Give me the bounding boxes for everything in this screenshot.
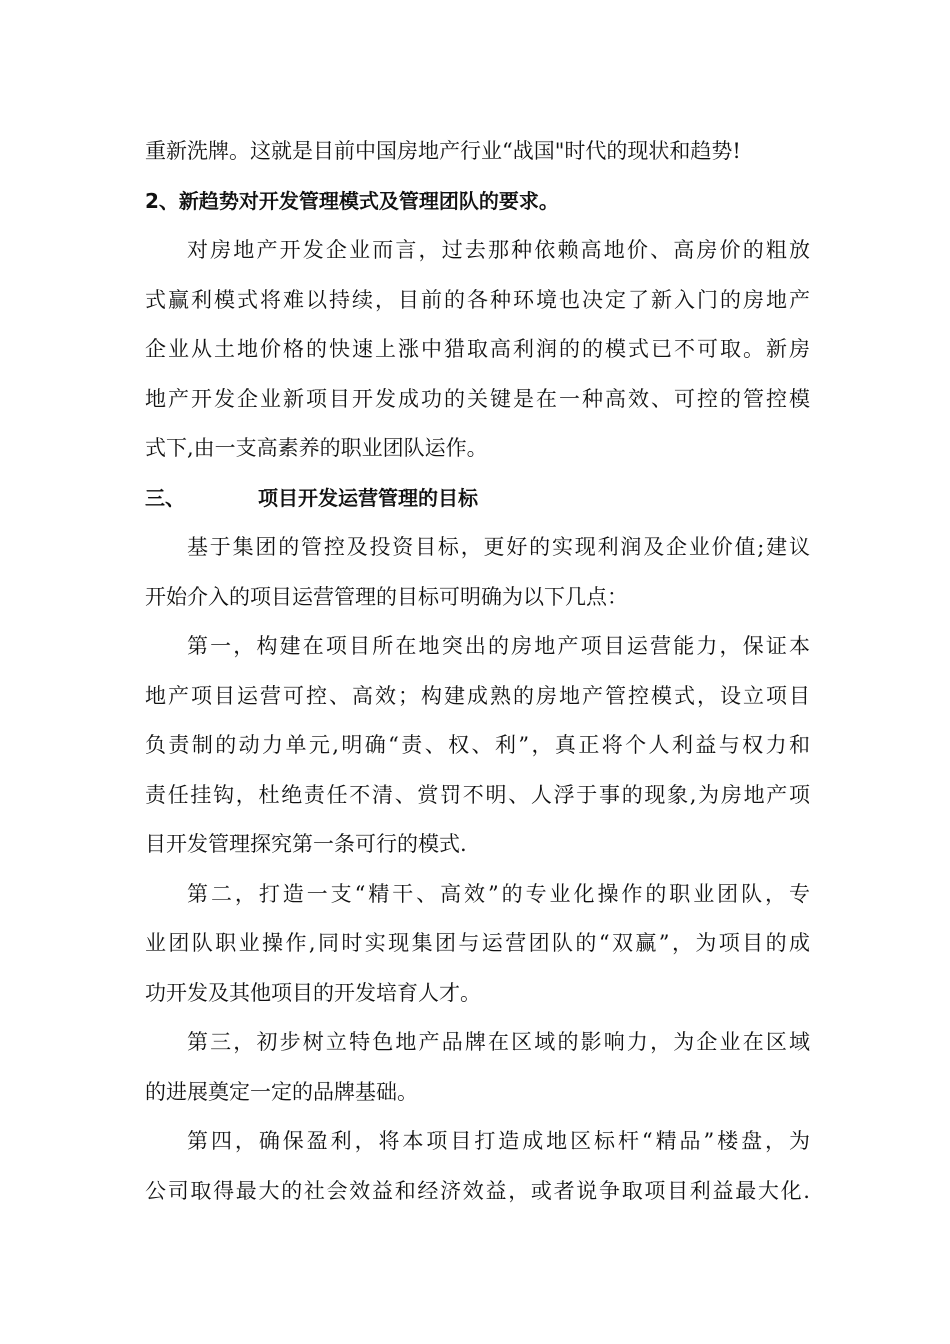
- paragraph-line: 功开发及其他项目的开发培育人才。: [145, 980, 481, 1005]
- paragraph-line: 式赢利模式将难以持续，目前的各种环境也决定了新入门的房地产: [145, 287, 810, 312]
- section-number: 三、: [145, 485, 185, 510]
- paragraph-line: 第四，确保盈利，将本项目打造成地区标杆“精品”楼盘，为: [187, 1129, 810, 1153]
- paragraph-line: 责任挂钩，杜绝责任不清、赏罚不明、人浮于事的现象,为房地产项: [145, 782, 810, 807]
- section-heading-2: 2、新趋势对开发管理模式及管理团队的要求。: [145, 188, 559, 213]
- paragraph-line: 的进展奠定一定的品牌基础。: [145, 1079, 418, 1104]
- paragraph-line: 对房地产开发企业而言，过去那种依赖高地价、高房价的粗放: [187, 238, 810, 262]
- paragraph-line: 开始介入的项目运营管理的目标可明确为以下几点：: [145, 584, 628, 609]
- paragraph-line: 目开发管理探究第一条可行的模式.: [145, 832, 467, 856]
- paragraph-line: 第一，构建在项目所在地突出的房地产项目运营能力，保证本: [187, 634, 810, 658]
- paragraph-line: 地产开发企业新项目开发成功的关键是在一种高效、可控的管控模: [145, 386, 810, 411]
- paragraph-line: 企业从土地价格的快速上涨中猎取高利润的的模式已不可取。新房: [145, 337, 810, 361]
- paragraph-line: 重新洗牌。这就是目前中国房地产行业“战国"时代的现状和趋势!: [145, 139, 741, 163]
- section-title: 项目开发运营管理的目标: [258, 485, 478, 510]
- paragraph-line: 第三，初步树立特色地产品牌在区域的影响力，为企业在区域: [187, 1030, 810, 1054]
- paragraph-line: 负责制的动力单元,明确“责、权、利”，真正将个人利益与权力和: [145, 733, 810, 757]
- paragraph-line: 基于集团的管控及投资目标，更好的实现利润及企业价值;建议: [187, 535, 810, 559]
- paragraph-line: 式下,由一支高素养的职业团队运作。: [145, 436, 488, 460]
- document-body: [145, 127, 810, 1216]
- paragraph-line: 业团队职业操作,同时实现集团与运营团队的“双赢”，为项目的成: [145, 931, 810, 955]
- paragraph-line: 第二，打造一支“精干、高效”的专业化操作的职业团队，专: [187, 881, 810, 906]
- paragraph-line: 地产项目运营可控、高效；构建成熟的房地产管控模式，设立项目: [145, 683, 810, 708]
- section-heading-3: [145, 474, 810, 524]
- paragraph-line: 公司取得最大的社会效益和经济效益，或者说争取项目利益最大化.: [145, 1178, 810, 1203]
